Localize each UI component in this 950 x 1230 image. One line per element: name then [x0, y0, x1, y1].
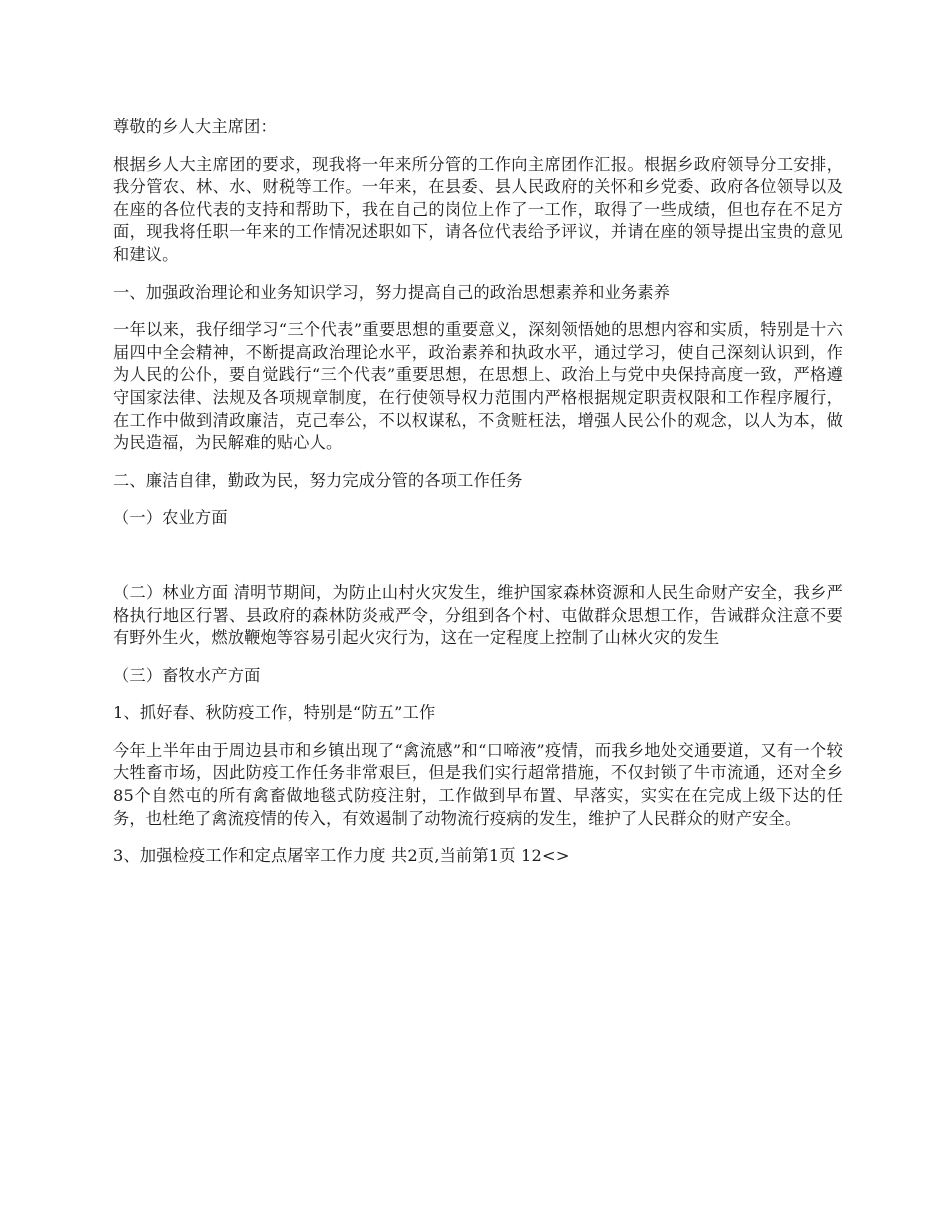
intro-paragraph: 根据乡人大主席团的要求，现我将一年来所分管的工作向主席团作汇报。根据乡政府领导分工安排，我分管农、林、水、财税等工作。一年来，在县委、县人民政府的关怀和乡党委、政府各位领导以及在座的各位代表的支持和帮助下，我在自己的岗位上作了一工作，取得了一些成绩，但也存在不足方面，现我将任职一年来的工作情况述职如下，请各位代表给予评议，并请在座的领导提出宝贵的意见和建议。 — [113, 154, 843, 264]
section-2-heading: 二、廉洁自律，勤政为民，努力完成分管的各项工作任务 — [113, 470, 523, 490]
subsection-forestry-paragraph: （二）林业方面 清明节期间，为防止山村火灾发生，维护国家森林资源和人民生命财产安全，我乡严格执行地区行署、县政府的森林防炎戒严令，分组到各个村、屯做群众思想工作，告诫群众注意不要有野外生火，燃放鞭炮等容易引起火灾行为，这在一定程度上控制了山林火灾的发生 — [113, 582, 843, 648]
item-1-heading: 1、抓好春、秋防疫工作，特别是“防五”工作 — [113, 703, 436, 723]
subsection-livestock-heading: （三）畜牧水产方面 — [113, 665, 261, 685]
section-1-body: 一年以来，我仔细学习“三个代表”重要思想的重要意义，深刻领悟她的思想内容和实质，特别是十六届四中全会精神，不断提高政治理论水平，政治素养和执政水平，通过学习，使自己深刻认识到，作为人民的公仆，要自觉践行“三个代表”重要思想，在思想上、政治上与党中央保持高度一致，严格遵守国家法律、法规及各项规章制度，在行使领导权力范围内严格根据规定职责权限和工作程序履行，在工作中做到清政廉洁，克己奉公，不以权谋私，不贪赃枉法，增强人民公仆的观念，以人为本，做为民造福，为民解难的贴心人。 — [113, 320, 843, 453]
section-1-heading: 一、加强政治理论和业务知识学习，努力提高自己的政治思想素养和业务素养 — [113, 282, 671, 302]
salutation: 尊敬的乡人大主席团： — [113, 117, 277, 136]
item-1-body: 今年上半年由于周边县市和乡镇出现了“禽流感”和“口啼液”疫情，而我乡地处交通要道，又有一个较大牲畜市场，因此防疫工作任务非常艰巨，但是我们实行超常措施，不仅封锁了牛市流通，还对全乡85个自然屯的所有禽畜做地毯式防疫注射，工作做到早布置、早落实，实实在在完成上级下达的任务，也杜绝了禽流疫情的传入，有效遏制了动物流行疫病的发生，维护了人民群众的财产安全。 — [113, 740, 843, 828]
item-3-pagination-line: 3、加强检疫工作和定点屠宰工作力度 共2页,当前第1页 12<> — [113, 846, 570, 866]
document-page — [113, 116, 843, 868]
subsection-agriculture-heading: （一）农业方面 — [113, 508, 228, 528]
